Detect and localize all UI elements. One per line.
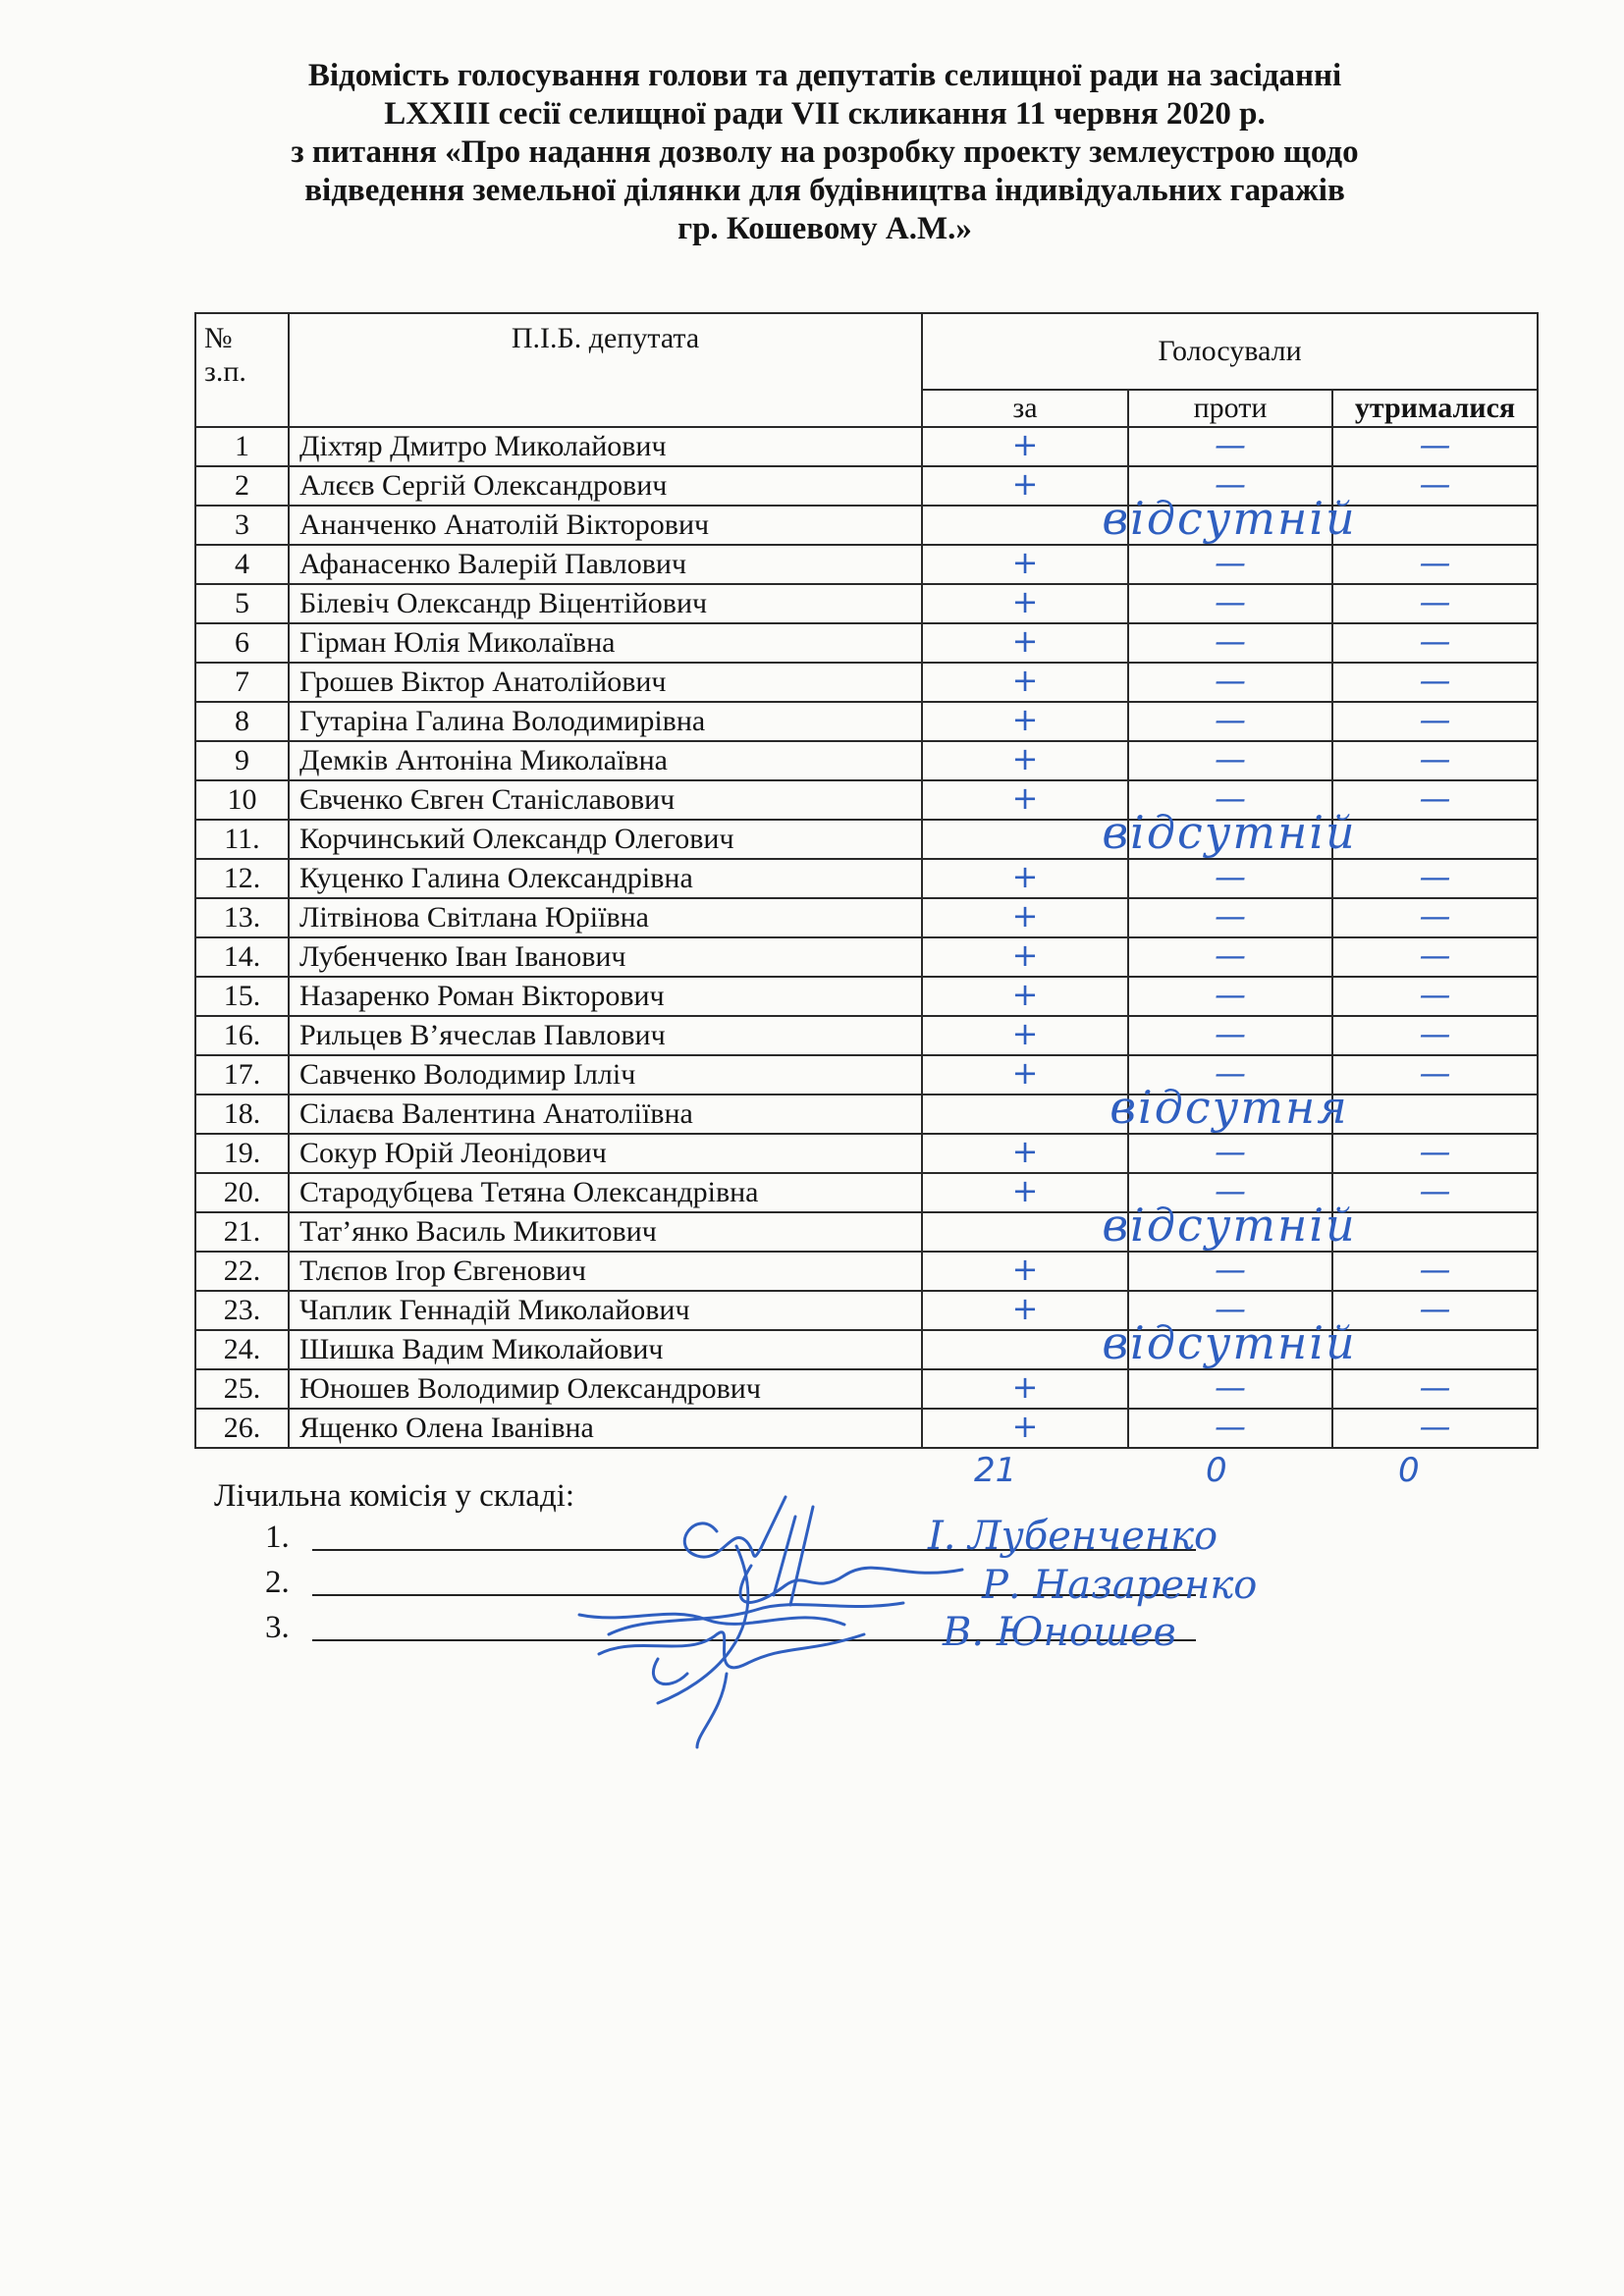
row-number: 4 <box>195 545 289 584</box>
vote-abstained-cell <box>1332 859 1538 898</box>
vote-for-mark: + <box>1011 779 1039 817</box>
vote-abstained-cell <box>1332 898 1538 937</box>
vote-for-cell <box>922 545 1128 584</box>
vote-abstained-cell <box>1332 1173 1538 1212</box>
vote-against-cell <box>1128 1016 1332 1055</box>
header-against: проти <box>1128 390 1332 427</box>
vote-for-cell <box>922 859 1128 898</box>
deputy-name: Гутаріна Галина Володимирівна <box>289 702 922 741</box>
header-number: № з.п. <box>195 313 289 427</box>
vote-against-mark: — <box>1215 1015 1246 1052</box>
table-row <box>195 937 1538 977</box>
deputy-name: Демків Антоніна Миколаївна <box>289 741 922 780</box>
vote-against-mark: — <box>1215 1172 1246 1209</box>
vote-against-cell <box>1128 1212 1332 1252</box>
vote-against-mark: — <box>1215 1368 1246 1406</box>
vote-against-cell <box>1128 859 1332 898</box>
vote-against-cell <box>1128 1252 1332 1291</box>
row-number: 2 <box>195 466 289 506</box>
vote-against-mark: — <box>1215 426 1246 463</box>
vote-against-cell <box>1128 937 1332 977</box>
vote-abstained-cell <box>1332 1252 1538 1291</box>
vote-for-mark: + <box>1011 662 1039 699</box>
vote-against-mark: — <box>1215 701 1246 738</box>
vote-for-mark: + <box>1011 465 1039 503</box>
deputy-name: Гірман Юлія Миколаївна <box>289 623 922 663</box>
vote-abstained-cell <box>1332 780 1538 820</box>
vote-for-mark: + <box>1011 1172 1039 1209</box>
deputy-name: Грошев Віктор Анатолійович <box>289 663 922 702</box>
row-number: 15. <box>195 977 289 1016</box>
vote-abstained-cell <box>1332 1055 1538 1095</box>
deputy-name: Савченко Володимир Ілліч <box>289 1055 922 1095</box>
vote-for-cell <box>922 663 1128 702</box>
vote-abstained-cell <box>1332 741 1538 780</box>
absent-note: відсутня <box>1110 1081 1349 1134</box>
vote-for-mark: + <box>1011 622 1039 660</box>
vote-against-cell <box>1128 506 1332 545</box>
signature-number-1: 1. <box>265 1520 290 1555</box>
absent-note: відсутній <box>1102 806 1357 859</box>
vote-for-cell <box>922 806 1357 859</box>
vote-abstained-mark: — <box>1419 976 1451 1013</box>
vote-abstained-cell <box>1332 663 1538 702</box>
deputy-name: Тлєпов Ігор Євгенович <box>289 1252 922 1291</box>
signature-number-3: 3. <box>265 1610 290 1645</box>
total-against: 0 <box>1206 1451 1227 1490</box>
vote-against-mark: — <box>1215 465 1246 503</box>
vote-against-cell <box>1128 545 1332 584</box>
vote-abstained-cell <box>1332 1409 1538 1448</box>
vote-for-cell <box>922 977 1128 1016</box>
vote-for-mark: + <box>1011 1368 1039 1406</box>
vote-abstained-mark: — <box>1419 426 1451 463</box>
row-number: 8 <box>195 702 289 741</box>
vote-against-cell <box>1128 702 1332 741</box>
table-row <box>195 1369 1538 1409</box>
vote-for-cell <box>922 584 1128 623</box>
table-row <box>195 1095 1538 1134</box>
deputy-name: Євченко Євген Станіславович <box>289 780 922 820</box>
table-row <box>195 741 1538 780</box>
table-row <box>195 898 1538 937</box>
vote-against-cell <box>1128 584 1332 623</box>
vote-abstained-mark: — <box>1419 622 1451 660</box>
row-number: 3 <box>195 506 289 545</box>
vote-abstained-mark: — <box>1419 779 1451 817</box>
table-row <box>195 506 1538 545</box>
vote-abstained-mark: — <box>1419 858 1451 895</box>
vote-abstained-cell <box>1332 1212 1538 1252</box>
vote-for-mark: + <box>1011 1251 1039 1288</box>
vote-abstained-cell <box>1332 1291 1538 1330</box>
vote-for-mark: + <box>1011 1290 1039 1327</box>
signature-number-2: 2. <box>265 1565 290 1600</box>
row-number: 14. <box>195 937 289 977</box>
row-number: 22. <box>195 1252 289 1291</box>
vote-against-mark: — <box>1215 858 1246 895</box>
vote-against-cell <box>1128 663 1332 702</box>
vote-for-mark: + <box>1011 426 1039 463</box>
vote-for-mark: + <box>1011 1015 1039 1052</box>
vote-against-cell <box>1128 741 1332 780</box>
table-row <box>195 1252 1538 1291</box>
header-name: П.І.Б. депутата <box>289 313 922 427</box>
vote-for-cell <box>922 937 1128 977</box>
vote-for-cell <box>922 1369 1128 1409</box>
vote-for-cell <box>922 466 1128 506</box>
vote-for-mark: + <box>1011 936 1039 974</box>
row-number: 25. <box>195 1369 289 1409</box>
vote-against-cell <box>1128 977 1332 1016</box>
deputy-name: Чаплик Геннадій Миколайович <box>289 1291 922 1330</box>
vote-for-cell <box>922 1081 1349 1134</box>
title-line-2: LXXIII сесії селищної ради VII скликання 11 червня 2020 р. <box>384 96 1266 132</box>
vote-abstained-mark: — <box>1419 465 1451 503</box>
vote-abstained-cell <box>1332 1330 1538 1369</box>
vote-for-mark: + <box>1011 858 1039 895</box>
vote-abstained-mark: — <box>1419 701 1451 738</box>
row-number: 5 <box>195 584 289 623</box>
vote-for-cell <box>922 1055 1128 1095</box>
vote-abstained-cell <box>1332 977 1538 1016</box>
vote-against-cell <box>1128 1369 1332 1409</box>
deputy-name: Ананченко Анатолій Вікторович <box>289 506 922 545</box>
vote-abstained-mark: — <box>1419 1251 1451 1288</box>
deputy-name: Алєєв Сергій Олександрович <box>289 466 922 506</box>
vote-for-mark: + <box>1011 583 1039 620</box>
commission-label: Лічильна комісія у складі: <box>214 1478 575 1514</box>
vote-abstained-cell <box>1332 702 1538 741</box>
vote-for-cell <box>922 1199 1357 1252</box>
table-row <box>195 663 1538 702</box>
deputy-name: Літвінова Світлана Юріївна <box>289 898 922 937</box>
row-number: 6 <box>195 623 289 663</box>
deputy-name: Стародубцева Тетяна Олександрівна <box>289 1173 922 1212</box>
vote-against-mark: — <box>1215 1054 1246 1092</box>
row-number: 17. <box>195 1055 289 1095</box>
row-number: 16. <box>195 1016 289 1055</box>
vote-abstained-mark: — <box>1419 1368 1451 1406</box>
vote-for-mark: + <box>1011 897 1039 934</box>
vote-abstained-mark: — <box>1419 544 1451 581</box>
signature-name-1: І. Лубенченко <box>928 1514 1218 1559</box>
vote-against-cell <box>1128 427 1332 466</box>
vote-against-mark: — <box>1215 622 1246 660</box>
vote-abstained-cell <box>1332 584 1538 623</box>
table-row <box>195 702 1538 741</box>
vote-abstained-cell <box>1332 1016 1538 1055</box>
table-row <box>195 1212 1538 1252</box>
vote-abstained-cell <box>1332 545 1538 584</box>
vote-for-mark: + <box>1011 976 1039 1013</box>
signature-name-3: В. Юношев <box>943 1610 1176 1655</box>
row-number: 10 <box>195 780 289 820</box>
table-row <box>195 623 1538 663</box>
row-number: 19. <box>195 1134 289 1173</box>
vote-for-cell <box>922 898 1128 937</box>
vote-for-cell <box>922 1173 1128 1212</box>
vote-abstained-cell <box>1332 1095 1538 1134</box>
vote-abstained-mark: — <box>1419 662 1451 699</box>
vote-abstained-cell <box>1332 427 1538 466</box>
table-row <box>195 545 1538 584</box>
vote-against-cell <box>1128 1409 1332 1448</box>
vote-against-cell <box>1128 820 1332 859</box>
vote-against-mark: — <box>1215 1408 1246 1445</box>
vote-abstained-mark: — <box>1419 1290 1451 1327</box>
vote-for-mark: + <box>1011 701 1039 738</box>
vote-against-mark: — <box>1215 1133 1246 1170</box>
absent-note: відсутній <box>1102 1199 1357 1252</box>
vote-against-cell <box>1128 1330 1332 1369</box>
vote-for-cell <box>922 1316 1357 1369</box>
deputy-name: Тат’янко Василь Микитович <box>289 1212 922 1252</box>
vote-against-mark: — <box>1215 897 1246 934</box>
deputy-name: Назаренко Роман Вікторович <box>289 977 922 1016</box>
row-number: 21. <box>195 1212 289 1252</box>
vote-against-mark: — <box>1215 662 1246 699</box>
vote-for-cell <box>922 702 1128 741</box>
row-number: 11. <box>195 820 289 859</box>
header-abstained: утрималися <box>1332 390 1538 427</box>
vote-for-mark: + <box>1011 1133 1039 1170</box>
header-voted: Голосували <box>922 313 1538 390</box>
vote-for-cell <box>922 1252 1128 1291</box>
vote-abstained-cell <box>1332 820 1538 859</box>
table-header-row <box>195 313 1538 390</box>
table-row <box>195 427 1538 466</box>
vote-for-cell <box>922 1016 1128 1055</box>
vote-for-mark: + <box>1011 544 1039 581</box>
voting-table <box>194 312 1539 1449</box>
vote-for-cell <box>922 741 1128 780</box>
deputy-name: Діхтяр Дмитро Миколайович <box>289 427 922 466</box>
table-row <box>195 977 1538 1016</box>
vote-against-mark: — <box>1215 1290 1246 1327</box>
row-number: 26. <box>195 1409 289 1448</box>
vote-against-cell <box>1128 1095 1332 1134</box>
table-row <box>195 1409 1538 1448</box>
vote-against-mark: — <box>1215 976 1246 1013</box>
header-for: за <box>922 390 1128 427</box>
vote-against-cell <box>1128 623 1332 663</box>
row-number: 23. <box>195 1291 289 1330</box>
deputy-name: Сокур Юрій Леонідович <box>289 1134 922 1173</box>
title-line-3: з питання «Про надання дозволу на розробку проекту землеустрою щодо <box>291 134 1359 170</box>
vote-for-cell <box>922 427 1128 466</box>
row-number: 12. <box>195 859 289 898</box>
vote-against-mark: — <box>1215 544 1246 581</box>
deputy-name: Юношев Володимир Олександрович <box>289 1369 922 1409</box>
deputy-name: Сілаєва Валентина Анатоліївна <box>289 1095 922 1134</box>
title-line-4: відведення земельної ділянки для будівництва індивідуальних гаражів <box>304 173 1345 208</box>
vote-abstained-cell <box>1332 623 1538 663</box>
vote-for-cell <box>922 1409 1128 1448</box>
deputy-name: Афанасенко Валерій Павлович <box>289 545 922 584</box>
absent-note: відсутній <box>1102 492 1357 545</box>
row-number: 20. <box>195 1173 289 1212</box>
vote-for-mark: + <box>1011 1408 1039 1445</box>
vote-abstained-mark: — <box>1419 897 1451 934</box>
total-abstained: 0 <box>1398 1451 1420 1490</box>
vote-abstained-cell <box>1332 937 1538 977</box>
deputy-name: Куценко Галина Олександрівна <box>289 859 922 898</box>
vote-against-mark: — <box>1215 1251 1246 1288</box>
table-row <box>195 1016 1538 1055</box>
vote-against-mark: — <box>1215 740 1246 777</box>
vote-against-mark: — <box>1215 936 1246 974</box>
absent-note: відсутній <box>1102 1316 1357 1369</box>
vote-for-cell <box>922 623 1128 663</box>
deputy-name: Корчинський Олександр Олегович <box>289 820 922 859</box>
vote-abstained-mark: — <box>1419 1054 1451 1092</box>
row-number: 13. <box>195 898 289 937</box>
vote-abstained-cell <box>1332 1369 1538 1409</box>
vote-abstained-cell <box>1332 506 1538 545</box>
vote-abstained-mark: — <box>1419 1133 1451 1170</box>
vote-against-mark: — <box>1215 779 1246 817</box>
vote-for-cell <box>922 1291 1128 1330</box>
title-line-5: гр. Кошевому А.М.» <box>677 211 972 246</box>
table-row <box>195 820 1538 859</box>
vote-abstained-mark: — <box>1419 936 1451 974</box>
deputy-name: Ященко Олена Іванівна <box>289 1409 922 1448</box>
deputy-name: Білевіч Олександр Віцентійович <box>289 584 922 623</box>
table-row <box>195 859 1538 898</box>
title-line-1: Відомість голосування голови та депутатів селищної ради на засіданні <box>307 58 1342 93</box>
row-number: 18. <box>195 1095 289 1134</box>
deputy-name: Лубенченко Іван Іванович <box>289 937 922 977</box>
vote-for-cell <box>922 492 1357 545</box>
total-for: 21 <box>974 1451 1017 1490</box>
table-row <box>195 584 1538 623</box>
vote-for-cell <box>922 1134 1128 1173</box>
table-row <box>195 1134 1538 1173</box>
vote-against-cell <box>1128 1134 1332 1173</box>
deputy-name: Рильцев В’ячеслав Павлович <box>289 1016 922 1055</box>
deputy-name: Шишка Вадим Миколайович <box>289 1330 922 1369</box>
vote-abstained-cell <box>1332 1134 1538 1173</box>
row-number: 1 <box>195 427 289 466</box>
vote-abstained-mark: — <box>1419 1172 1451 1209</box>
vote-abstained-mark: — <box>1419 1408 1451 1445</box>
vote-against-mark: — <box>1215 583 1246 620</box>
vote-against-cell <box>1128 898 1332 937</box>
vote-abstained-cell <box>1332 466 1538 506</box>
document-title <box>177 57 1473 248</box>
vote-abstained-mark: — <box>1419 740 1451 777</box>
vote-abstained-mark: — <box>1419 583 1451 620</box>
vote-for-cell <box>922 780 1128 820</box>
signature-name-2: Р. Назаренко <box>982 1563 1258 1608</box>
row-number: 9 <box>195 741 289 780</box>
vote-for-mark: + <box>1011 1054 1039 1092</box>
row-number: 7 <box>195 663 289 702</box>
table-row <box>195 1330 1538 1369</box>
row-number: 24. <box>195 1330 289 1369</box>
vote-abstained-mark: — <box>1419 1015 1451 1052</box>
vote-for-mark: + <box>1011 740 1039 777</box>
